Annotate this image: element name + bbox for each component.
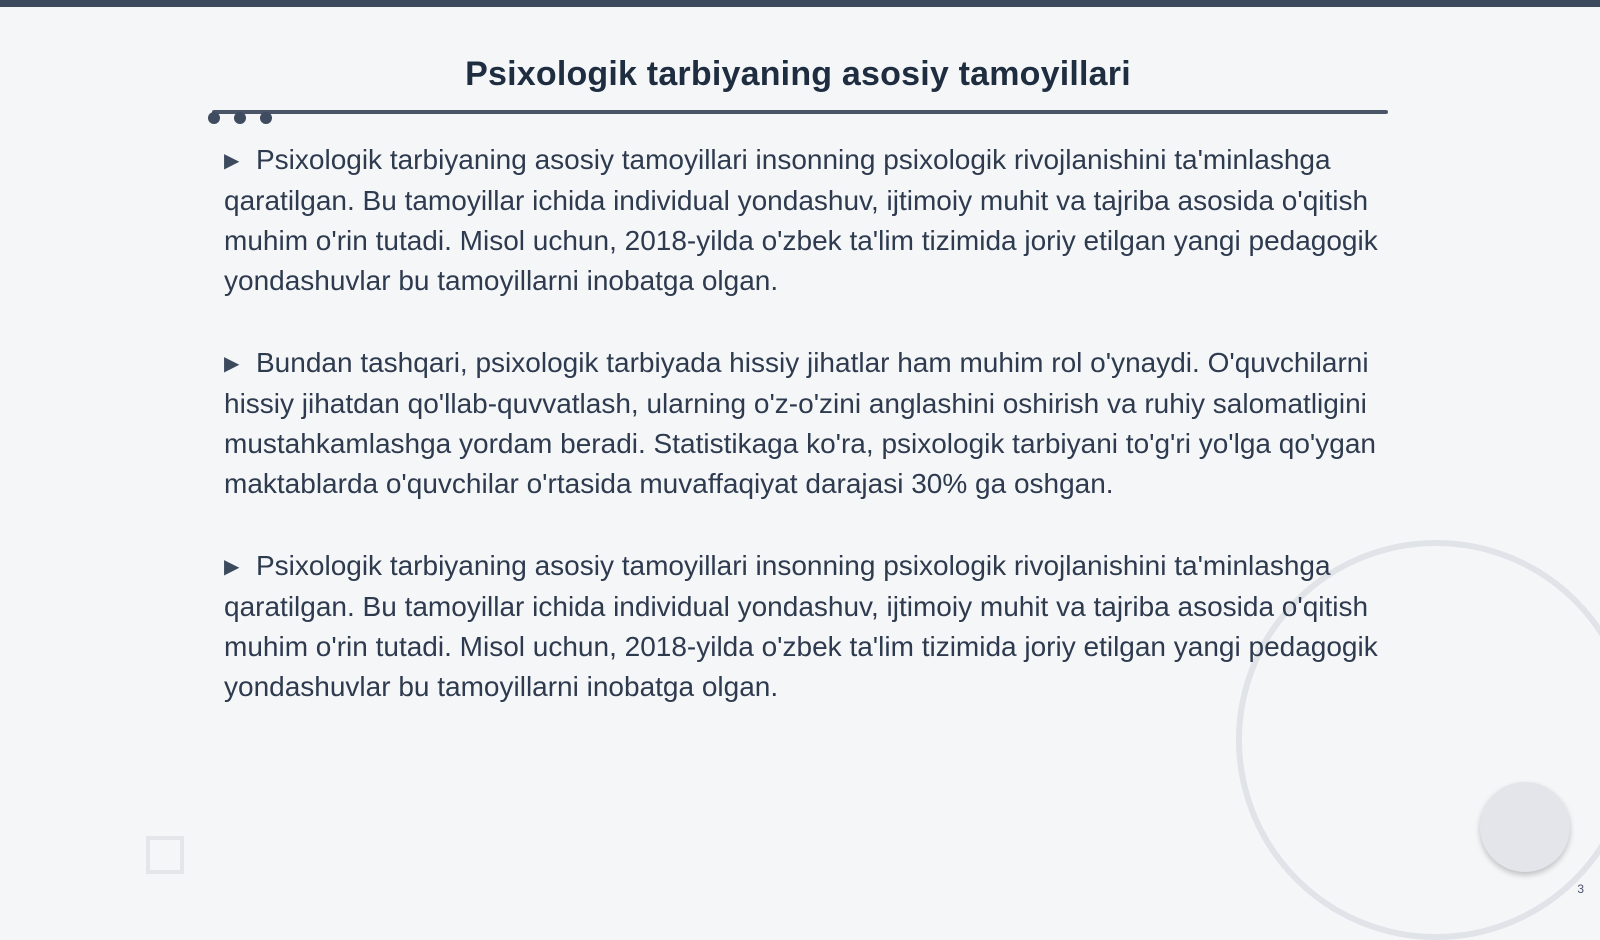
bullet-arrow-icon: ▶ xyxy=(224,353,240,375)
paragraph-text: Psixologik tarbiyaning asosiy tamoyillari insonning psixologik rivojlanishini ta'minlashga qaratilgan. Bu tamoyillar ichida individual yondashuv, ijtimoiy muhit va tajriba asosida o'qitish muhim o'rin tutadi. Misol uchun, 2018-yilda o'zbek ta'lim tizimida joriy etilgan yangi pedagogik yondashuvlar bu tamoyillarni inobatga olgan. xyxy=(224,550,1378,702)
top-accent-bar xyxy=(0,0,1600,7)
slide-title: Psixologik tarbiyaning asosiy tamoyillari xyxy=(465,55,1131,93)
bullet-paragraph xyxy=(224,546,1384,707)
paragraph-text: Psixologik tarbiyaning asosiy tamoyillari insonning psixologik rivojlanishini ta'minlashga qaratilgan. Bu tamoyillar ichida individual yondashuv, ijtimoiy muhit va tajriba asosida o'qitish muhim o'rin tutadi. Misol uchun, 2018-yilda o'zbek ta'lim tizimida joriy etilgan yangi pedagogik yondashuvlar bu tamoyillarni inobatga olgan. xyxy=(224,144,1378,296)
decorative-square xyxy=(146,836,184,874)
paragraph-text: Bundan tashqari, psixologik tarbiyada hissiy jihatlar ham muhim rol o'ynaydi. O'quvchilarni hissiy jihatdan qo'llab-quvvatlash, ularning o'z-o'zini anglashini oshirish va ruhiy salomatligini mustahkamlashga yordam beradi. Statistikaga ko'ra, psixologik tarbiyani to'g'ri yo'lga qo'ygan maktablarda o'quvchilar o'rtasida muvaffaqiyat darajasi 30% ga oshgan. xyxy=(224,347,1376,499)
title-underline xyxy=(212,110,1388,114)
slide-body xyxy=(224,140,1384,749)
bullet-arrow-icon: ▶ xyxy=(224,556,240,578)
decorative-dot xyxy=(208,112,220,124)
bullet-arrow-icon: ▶ xyxy=(224,150,240,172)
decorative-dot xyxy=(234,112,246,124)
page-number: 3 xyxy=(1577,882,1584,896)
bullet-paragraph xyxy=(224,343,1384,504)
decorative-dot xyxy=(260,112,272,124)
bullet-paragraph xyxy=(224,140,1384,301)
decorative-circle xyxy=(1480,782,1570,872)
